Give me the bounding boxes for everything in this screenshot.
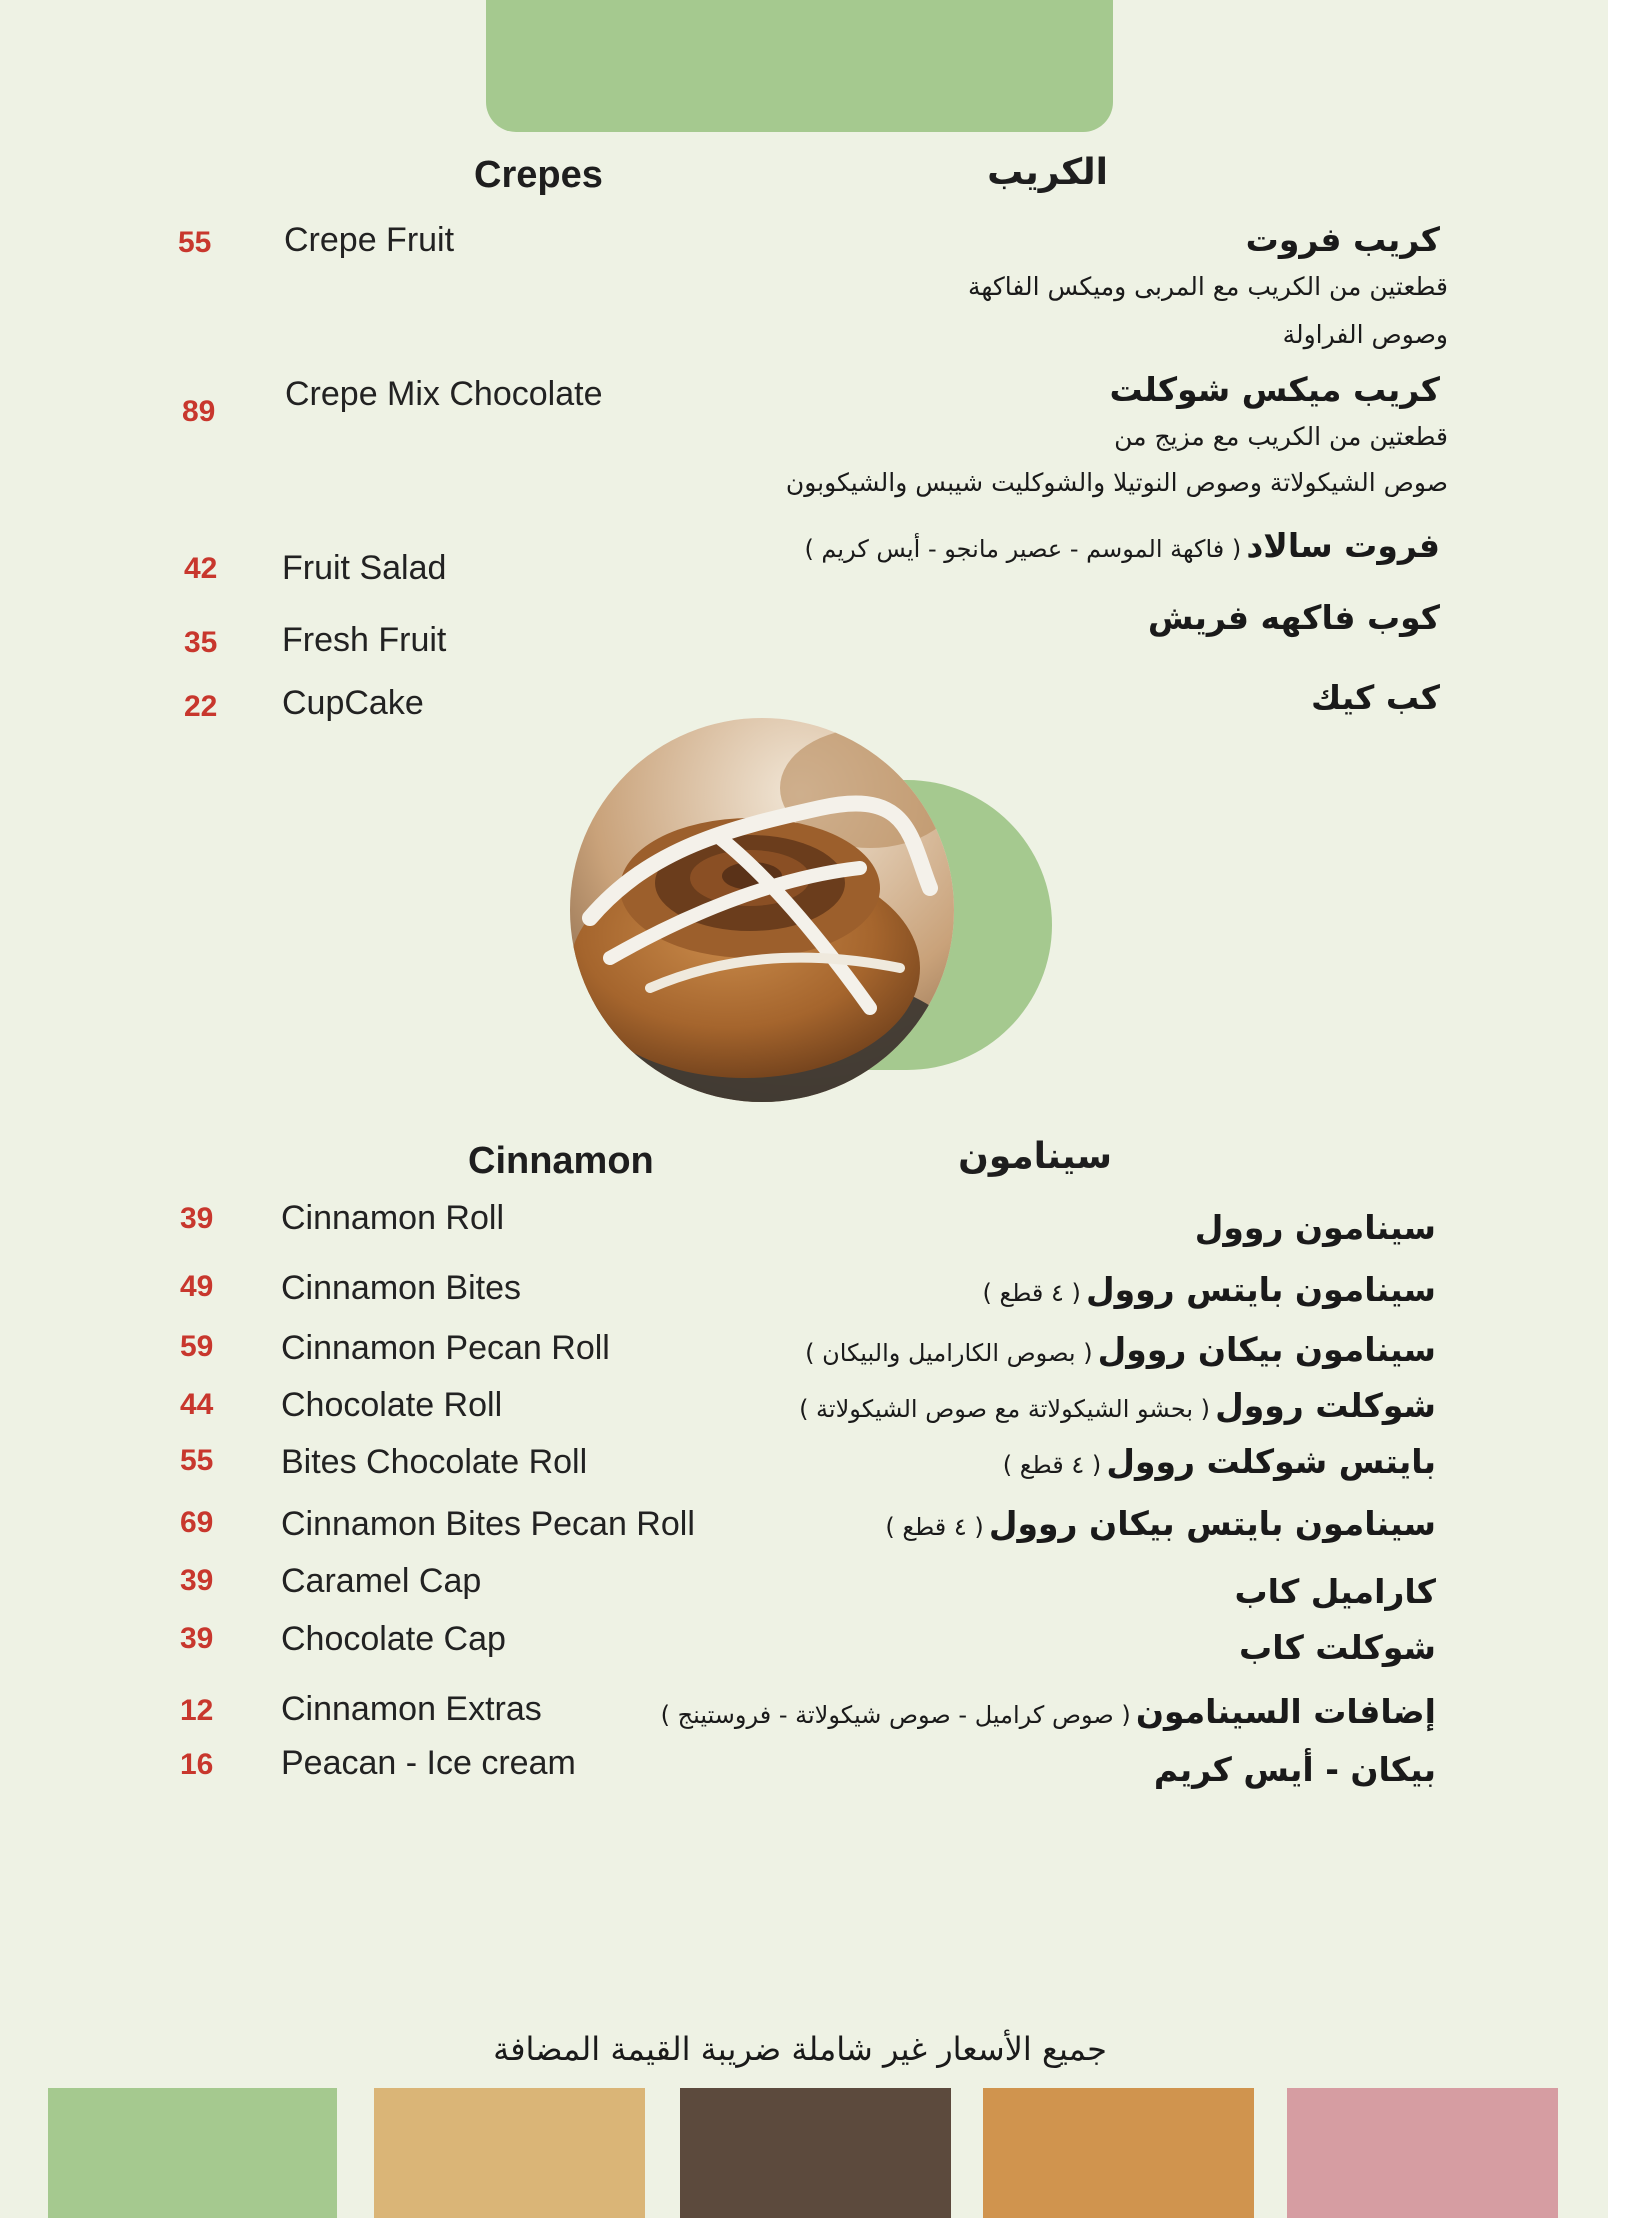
desc-crepe-mix-2: صوص الشيكولاتة وصوص النوتيلا والشوكليت شيبس والشيكوبون [785, 468, 1448, 497]
item-en-bites-chocolate-roll: Bites Chocolate Roll [281, 1443, 588, 1481]
price-fruit-salad: 42 [184, 552, 218, 585]
price-peacan-ice-cream: 16 [180, 1748, 214, 1781]
item-en-chocolate-roll: Chocolate Roll [281, 1386, 503, 1424]
item-ar-cinnamon-roll: سينامون روول [1194, 1208, 1436, 1247]
item-en-fruit-salad: Fruit Salad [282, 549, 447, 587]
item-en-cupcake: CupCake [282, 684, 424, 722]
color-swatch-tan [374, 2088, 645, 2218]
item-en-peacan-ice-cream: Peacan - Ice cream [281, 1744, 576, 1782]
item-ar-cinnamon-bites [982, 1270, 1436, 1309]
item-ar-caramel-cap: كاراميل كاب [1234, 1572, 1436, 1611]
item-ar-fruit-salad-note: ( فاكهة الموسم - عصير مانجو - أيس كريم ) [804, 535, 1242, 563]
item-en-crepe-mix-chocolate: Crepe Mix Chocolate [285, 375, 603, 413]
item-ar-cinnamon-bites-note: ( ٤ قطع ) [982, 1279, 1081, 1307]
item-ar-bites-chocolate-roll-note: ( ٤ قطع ) [1002, 1451, 1102, 1479]
desc-crepe-mix-1: قطعتين من الكريب مع مزيج من [1114, 422, 1448, 451]
item-ar-fruit-salad [804, 526, 1440, 565]
item-ar-peacan-ice-cream: بيكان - أيس كريم [1153, 1750, 1436, 1789]
item-ar-fruit-salad-name: فروت سالاد [1246, 526, 1440, 565]
desc-crepe-fruit-1: قطعتين من الكريب مع المربى وميكس الفاكهة [967, 272, 1448, 301]
top-header-tab [486, 0, 1113, 132]
item-ar-cinnamon-extras-name: إضافات السينامون [1135, 1692, 1436, 1731]
item-en-cinnamon-bites-pecan-roll: Cinnamon Bites Pecan Roll [281, 1505, 695, 1543]
price-cinnamon-extras: 12 [180, 1694, 214, 1727]
item-ar-bites-chocolate-roll [1003, 1442, 1436, 1481]
item-ar-cupcake: كب كيك [1310, 678, 1440, 717]
item-en-cinnamon-bites [281, 1269, 521, 1308]
item-en-cinnamon-bites-text: Cinnamon Bites [281, 1269, 522, 1307]
item-ar-cinnamon-bites-pecan-roll [885, 1504, 1436, 1543]
price-cinnamon-roll: 39 [180, 1202, 214, 1235]
price-cinnamon-bites-pecan-roll: 69 [180, 1506, 214, 1539]
price-caramel-cap: 39 [180, 1564, 214, 1597]
color-swatch-orange [983, 2088, 1254, 2218]
vat-note: جميع الأسعار غير شاملة ضريبة القيمة المضافة [493, 2030, 1107, 2068]
crepes-heading-en: Crepes [474, 154, 603, 196]
color-swatch-pink [1287, 2088, 1558, 2218]
desc-crepe-fruit-2: وصوص الفراولة [1282, 320, 1448, 349]
item-ar-cinnamon-pecan-roll-note: ( بصوص الكاراميل والبيكان ) [805, 1339, 1093, 1367]
price-cupcake: 22 [184, 690, 218, 723]
item-ar-cinnamon-extras-note: ( صوص كراميل - صوص شيكولاتة - فروستينج ) [660, 1701, 1131, 1729]
price-bites-chocolate-roll: 55 [180, 1444, 214, 1477]
item-ar-cinnamon-pecan-roll-name: سينامون بيكان روول [1097, 1330, 1436, 1369]
color-swatch-green [48, 2088, 337, 2218]
price-cinnamon-bites: 49 [180, 1270, 214, 1303]
price-crepe-fruit: 55 [178, 226, 212, 259]
item-ar-crepe-fruit: كريب فروت [1245, 220, 1440, 259]
item-en-cinnamon-roll: Cinnamon Roll [281, 1199, 504, 1237]
price-chocolate-cap: 39 [180, 1622, 214, 1655]
item-ar-crepe-mix-chocolate: كريب ميكس شوكلت [1109, 370, 1440, 409]
item-ar-cinnamon-bites-name: سينامون بايتس روول [1086, 1270, 1436, 1309]
price-crepe-mix-chocolate: 89 [182, 395, 216, 428]
item-ar-cinnamon-pecan-roll [805, 1330, 1436, 1369]
item-ar-cinnamon-bites-pecan-roll-name: سينامون بايتس بيكان روول [988, 1504, 1436, 1543]
item-en-chocolate-cap: Chocolate Cap [281, 1620, 506, 1658]
item-ar-bites-chocolate-roll-name: بايتس شوكلت روول [1106, 1442, 1436, 1481]
item-ar-chocolate-cap: شوكلت كاب [1239, 1628, 1436, 1667]
item-ar-chocolate-roll-name: شوكلت روول [1215, 1386, 1436, 1425]
item-en-fresh-fruit: Fresh Fruit [282, 621, 447, 659]
page-edge [1608, 0, 1628, 2218]
cinnamon-heading-en: Cinnamon [468, 1140, 654, 1182]
price-fresh-fruit: 35 [184, 626, 218, 659]
crepes-heading-ar: الكريب [987, 152, 1108, 193]
cinnamon-heading-ar: سينامون [958, 1136, 1112, 1177]
item-ar-cinnamon-extras [661, 1692, 1436, 1731]
item-ar-chocolate-roll-note: ( بحشو الشيكولاتة مع صوص الشيكولاتة ) [799, 1395, 1211, 1423]
price-chocolate-roll: 44 [180, 1388, 214, 1421]
item-en-caramel-cap: Caramel Cap [281, 1562, 482, 1600]
item-en-cinnamon-extras: Cinnamon Extras [281, 1690, 542, 1728]
item-ar-fresh-fruit: كوب فاكهه فريش [1147, 598, 1440, 637]
item-en-crepe-fruit: Crepe Fruit [284, 221, 455, 259]
cinnamon-roll-photo [570, 718, 954, 1102]
item-ar-cinnamon-bites-pecan-roll-note: ( ٤ قطع ) [885, 1513, 984, 1541]
price-cinnamon-pecan-roll: 59 [180, 1330, 214, 1363]
color-swatch-brown [680, 2088, 951, 2218]
item-en-cinnamon-pecan-roll: Cinnamon Pecan Roll [281, 1329, 610, 1367]
item-ar-chocolate-roll [799, 1386, 1436, 1425]
